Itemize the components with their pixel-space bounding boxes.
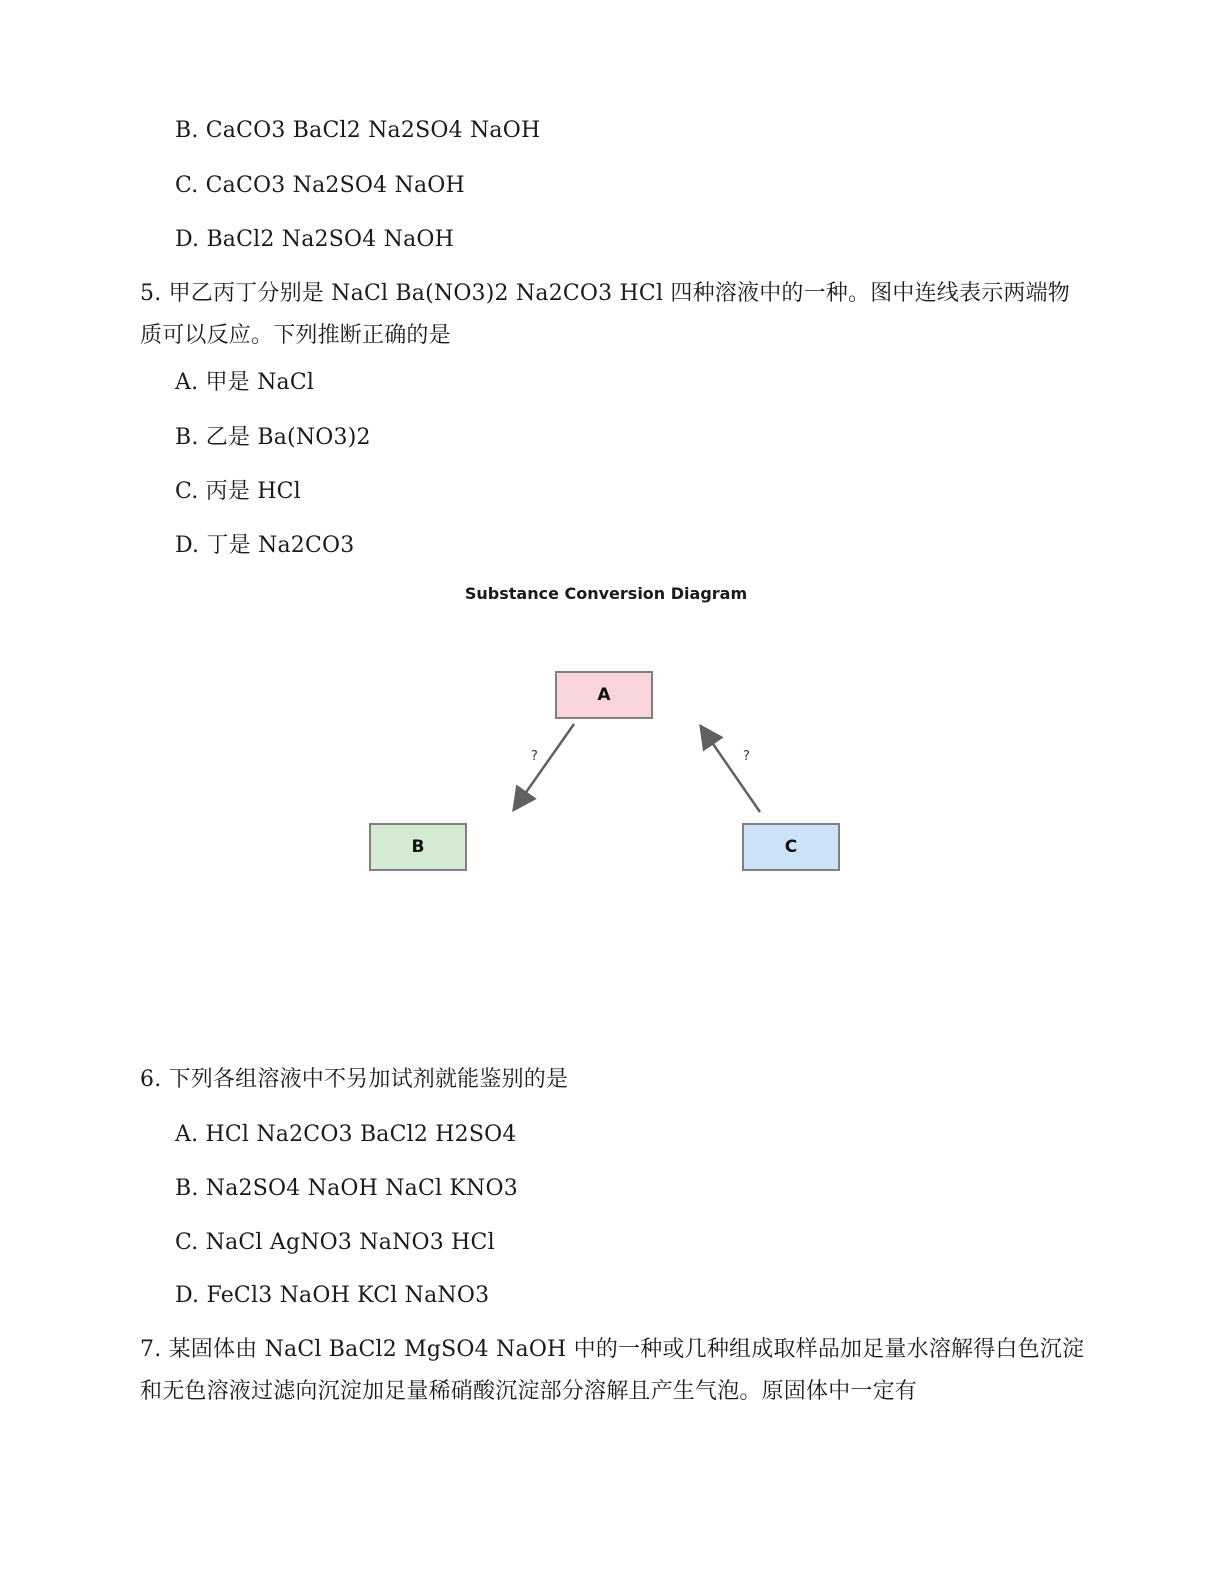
q4-option-b: B. CaCO3 BaCl2 Na2SO4 NaOH [175,118,541,143]
edge-a-b-label: ? [531,749,538,764]
q6-stem: 6. 下列各组溶液中不另加试剂就能鉴别的是 [140,1067,569,1092]
q5-option-c: C. 丙是 HCl [175,479,301,504]
node-a [555,671,653,719]
node-c [742,823,840,871]
q6-option-a: A. HCl Na2CO3 BaCl2 H2SO4 [175,1122,517,1147]
diagram-title: Substance Conversion Diagram [464,584,748,603]
q6-option-c: C. NaCl AgNO3 NaNO3 HCl [175,1230,495,1255]
edge-a-to-b [515,724,574,808]
edge-c-to-a [702,728,760,812]
q5-option-a: A. 甲是 NaCl [175,370,315,395]
q6-option-d: D. FeCl3 NaOH KCl NaNO3 [175,1283,490,1308]
substance-conversion-diagram [340,640,880,900]
q5-option-d: D. 丁是 Na2CO3 [175,533,355,558]
q7-stem-line2: 和无色溶液过滤向沉淀加足量稀硝酸沉淀部分溶解且产生气泡。原固体中一定有 [140,1379,918,1404]
q7-stem-line1: 7. 某固体由 NaCl BaCl2 MgSO4 NaOH 中的一种或几种组成取样品加足量水溶解得白色沉淀 [140,1337,1085,1362]
edge-c-a-label: ? [743,749,750,764]
node-c-label: C [784,837,798,857]
node-b [369,823,467,871]
q5-option-b: B. 乙是 Ba(NO3)2 [175,425,371,450]
q4-option-d: D. BaCl2 Na2SO4 NaOH [175,227,455,252]
q5-stem-line2: 质可以反应。下列推断正确的是 [140,323,451,348]
node-a-label: A [597,685,611,705]
q5-stem-line1: 5. 甲乙丙丁分别是 NaCl Ba(NO3)2 Na2CO3 HCl 四种溶液中的一种。图中连线表示两端物 [140,281,1070,306]
q4-option-c: C. CaCO3 Na2SO4 NaOH [175,173,465,198]
q6-option-b: B. Na2SO4 NaOH NaCl KNO3 [175,1176,518,1201]
node-b-label: B [411,837,425,857]
